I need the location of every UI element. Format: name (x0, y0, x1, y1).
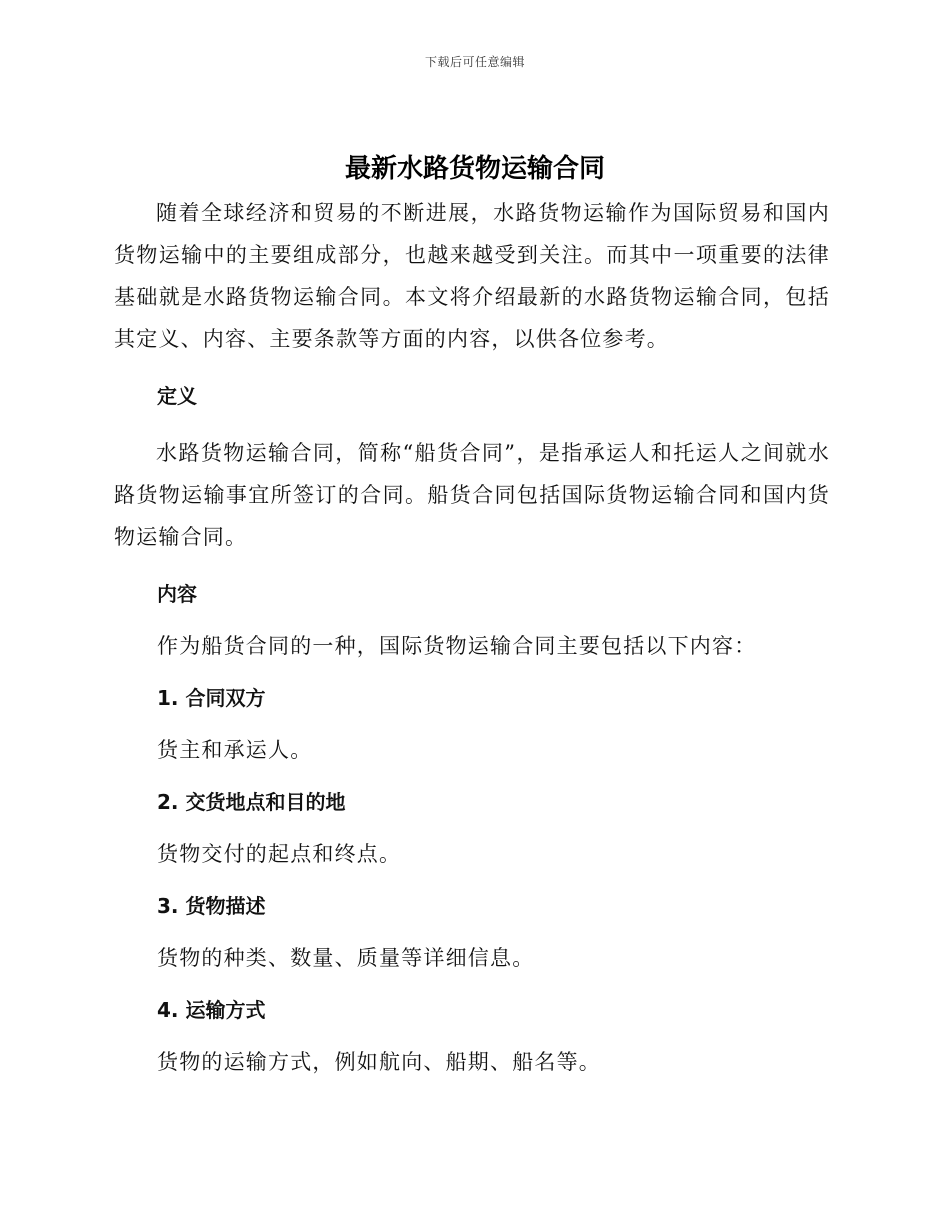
item-heading-transport: 4. 运输方式 (157, 998, 266, 1022)
item-text-parties: 货主和承运人。 (157, 738, 313, 762)
definition-paragraph: 水路货物运输合同，简称“船货合同”，是指承运人和托运人之间就水路货物运输事宜所签订的合同。船货合同包括国际货物运输合同和国内货物运输合同。 (114, 441, 830, 549)
header-note: 下载后可任意编辑 (424, 55, 525, 69)
item-heading-parties: 1. 合同双方 (157, 686, 266, 710)
item-heading-goods: 3. 货物描述 (157, 894, 266, 918)
section-heading-definition: 定义 (157, 384, 197, 408)
intro-paragraph: 随着全球经济和贸易的不断进展，水路货物运输作为国际贸易和国内货物运输中的主要组成部分，也越来越受到关注。而其中一项重要的法律基础就是水路货物运输合同。本文将介绍最新的水路货物运输合同，包括其定义、内容、主要条款等方面的内容，以供各位参考。 (114, 201, 830, 351)
item-text-transport: 货物的运输方式，例如航向、船期、船名等。 (157, 1050, 601, 1074)
item-text-goods: 货物的种类、数量、质量等详细信息。 (157, 946, 535, 970)
document-body (114, 192, 830, 1088)
content-lead: 作为船货合同的一种，国际货物运输合同主要包括以下内容： (157, 634, 757, 658)
section-heading-content: 内容 (157, 582, 197, 606)
item-text-delivery: 货物交付的起点和终点。 (157, 842, 402, 866)
page-title: 最新水路货物运输合同 (344, 154, 605, 184)
item-heading-delivery: 2. 交货地点和目的地 (157, 790, 346, 814)
